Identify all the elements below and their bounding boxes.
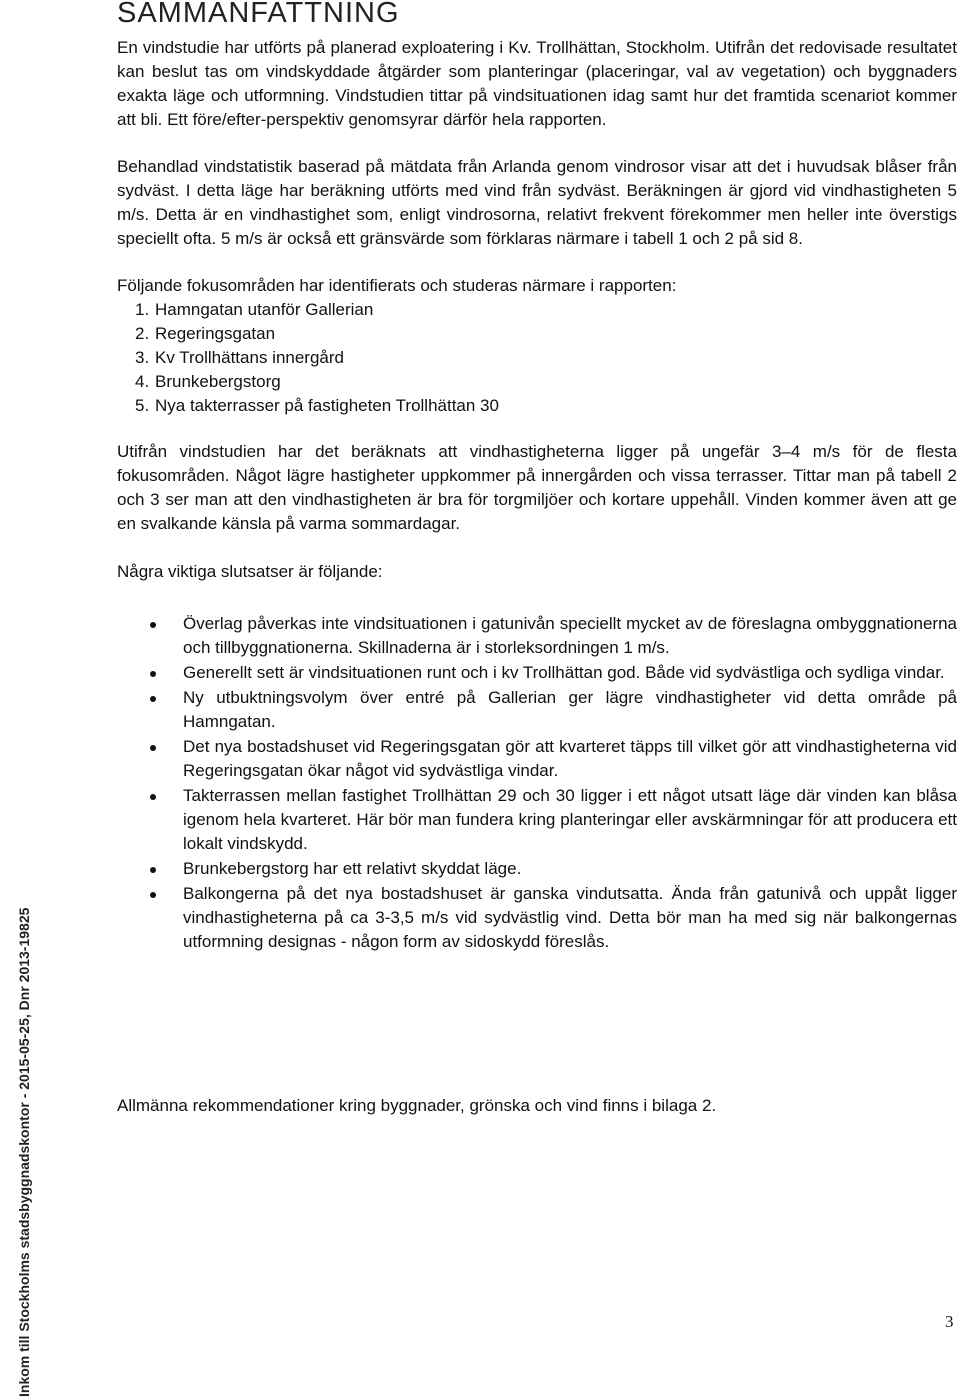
list-item — [117, 322, 957, 346]
list-item — [117, 784, 957, 856]
bullet-icon — [117, 784, 183, 856]
list-item — [117, 686, 957, 734]
bullet-icon — [117, 612, 183, 660]
list-item-number: 5. — [135, 396, 150, 415]
list-item-text: Hamngatan utanför Gallerian — [155, 300, 374, 319]
list-item-text: Ny utbuktningsvolym över entré på Gallerian ger lägre vindhastigheter vid detta område på Hamngatan. — [183, 688, 957, 731]
conclusions-intro: Några viktiga slutsatser är följande: — [117, 562, 383, 581]
page-title: SAMMANFATTNING — [117, 0, 400, 29]
list-item-number: 1. — [135, 300, 150, 319]
bullet-icon — [117, 882, 183, 954]
list-item-text: Takterrassen mellan fastighet Trollhättan 29 och 30 ligger i ett något utsatt läge där vinden kan blåsa igenom hela kvarteret. Här bör man fundera kring planteringar eller avskärmningar för att producera ett lokalt vindskydd. — [183, 786, 957, 853]
list-item-text: Nya takterrasser på fastigheten Trollhättan 30 — [155, 396, 499, 415]
list-item — [117, 394, 957, 418]
bullet-icon — [117, 857, 183, 881]
list-item — [117, 735, 957, 783]
list-item-number: 4. — [135, 372, 150, 391]
intro-paragraph: En vindstudie har utförts på planerad exploatering i Kv. Trollhättan, Stockholm. Utifrån det redovisade resultatet kan beslut tas om vindskyddade åtgärder som planteringar (placeringar, val av vegetation) och byggnaders exakta läge och utformning. Vindstudien tittar på vindsituationen idag samt hur det framtida scenariot kommer att bli. Ett före/efter-perspektiv genomsyrar därför hela rapporten. — [117, 38, 957, 129]
filing-stamp: Inkom till Stockholms stadsbyggnadskontor - 2015-05-25, Dnr 2013-19825 — [16, 907, 32, 1397]
list-item — [117, 661, 957, 685]
focus-areas-list — [117, 298, 957, 418]
bullet-icon — [117, 686, 183, 734]
list-item-text: Överlag påverkas inte vindsituationen i gatunivån speciellt mycket av de föreslagna ombyggnationerna och tillbyggnationerna. Skillnaderna är i storleksordningen 1 m/s. — [183, 614, 957, 657]
appendix-reference: Allmänna rekommendationer kring byggnader, grönska och vind finns i bilaga 2. — [117, 1096, 717, 1115]
bullet-icon — [117, 661, 183, 685]
list-item — [117, 346, 957, 370]
list-item-text: Generellt sett är vindsituationen runt och i kv Trollhättan god. Både vid sydvästliga och sydliga vindar. — [183, 663, 945, 682]
list-item-text: Balkongerna på det nya bostadshuset är ganska vindutsatta. Ända från gatunivå och uppåt ligger vindhastigheterna på ca 3-3,5 m/s vid sydvästlig vind. Detta bör man ha med sig när balkongernas utformning designas - någon form av sidoskydd föreslås. — [183, 884, 957, 951]
list-item-text: Brunkebergstorg har ett relativt skyddat läge. — [183, 859, 522, 878]
list-item — [117, 298, 957, 322]
list-item-text: Kv Trollhättans innergård — [155, 348, 344, 367]
list-item-text: Brunkebergstorg — [155, 372, 281, 391]
results-paragraph: Utifrån vindstudien har det beräknats att vindhastigheterna ligger på ungefär 3–4 m/s för de flesta fokusområden. Något lägre hastigheter uppkommer på innergården och vissa terrasser. Tittar man på tabell 2 och 3 ser man att den vindhastigheten är bra för torgmiljöer och kortare uppehåll. Vinden kommer även att ge en svalkande känsla på varma sommardagar. — [117, 442, 957, 533]
list-item — [117, 612, 957, 660]
bullet-icon — [117, 735, 183, 783]
list-item-number: 3. — [135, 348, 150, 367]
list-item — [117, 857, 957, 881]
list-item-number: 2. — [135, 324, 150, 343]
page-number: 3 — [945, 1312, 954, 1331]
list-item-text: Regeringsgatan — [155, 324, 276, 343]
list-item-text: Det nya bostadshuset vid Regeringsgatan gör att kvarteret täpps till vilket gör att vindhastigheterna vid Regeringsgatan ökar något vid sydvästliga vindar. — [183, 737, 957, 780]
list-item — [117, 882, 957, 954]
list-item — [117, 370, 957, 394]
conclusions-list — [117, 612, 957, 954]
wind-statistics-paragraph: Behandlad vindstatistik baserad på mätdata från Arlanda genom vindrosor visar att det i huvudsak blåser från sydväst. I detta läge har beräkning utförts med vind från sydväst. Beräkningen är gjord vid vindhastigheten 5 m/s. Detta är en vindhastighet som, enligt vindrosorna, relativt frekvent förekommer men heller inte överstigs speciellt ofta. 5 m/s är också ett gränsvärde som förklaras närmare i tabell 1 och 2 på sid 8. — [117, 157, 957, 248]
focus-areas-intro: Följande fokusområden har identifierats och studeras närmare i rapporten: — [117, 276, 677, 295]
main-content — [117, 36, 957, 955]
